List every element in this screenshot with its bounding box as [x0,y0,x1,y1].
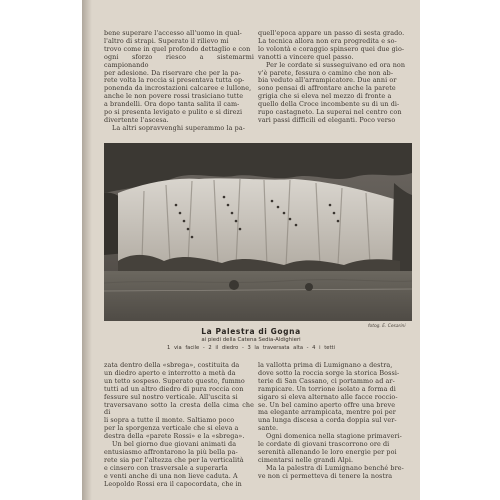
text-line: la vallotta prima di Lumignano a destra, [258,361,393,369]
text-line: per adesione. Da riservare che per la pa- [104,68,241,77]
text-line: Ogni domenica nella stagione primaveri- [266,432,402,441]
text-line: cimentarsi nelle grandi Alpi. [258,455,354,464]
text-line: rete volta la roccia si presentava tutta op- [104,76,245,85]
text-line: traversavano sotto la cresta della cima che di [104,400,254,417]
text-line: rete sia per l'altezza che per la verticalità [104,455,244,464]
text-line: sigaro si eleva alternato alle facce roccio- [258,392,398,401]
photo-caption-legend: 1 via facile - 2 il diedro - 3 la traversata alta - 4 i tetti [167,345,335,351]
text-line: lo volontà e coraggio spinsero quei due gio- [258,44,405,53]
background-left [0,0,82,500]
text-line: se. Un bel camino aperto offre una breve [258,400,396,409]
climbing-wall-photo [104,143,412,321]
text-line: li sopra a tutte il monte. Saltiamo poco [104,416,235,425]
text-column-bottom-right [258,362,410,481]
photo-illustration [104,143,412,321]
text-line: un diedro aperto e interrotto a metà da [104,368,236,377]
page-gutter-shadow [82,0,92,500]
text-line: fessure sul nostro verticale. All'uscita si [104,392,238,401]
background-right [420,0,500,500]
text-line: sante. [258,424,279,433]
text-column-top-left [104,30,254,133]
text-line: un tetto sospeso. Superato questo, fummo [104,376,245,385]
photo-caption-title: La Palestra di Gogna [201,327,301,336]
text-line: Ma la palestra di Lumignano benché bre- [266,463,404,472]
photo-credit: fotog. E. Cesarini [368,324,406,329]
text-line: una lunga discesa a corda doppia sul ver- [258,416,397,425]
text-line: vanotti a vincere quel passo. [258,52,354,61]
text-line: serenità allenando le loro energie per poi [258,447,397,456]
text-line: trovo come in quel profondo dettaglio e con [104,44,251,53]
text-line: quello della Croce incombente su di un di- [258,100,400,109]
text-line: rampicare. Un torrione isolato a forma di [258,384,396,393]
text-line: Un bel giorno due giovani animati da [112,440,237,449]
text-line: vari passi difficili ed eleganti. Poco verso [258,115,396,124]
text-line: l'altro di strapi. Superato il rilievo mi [104,36,229,45]
text-line: po si presenta levigato e pulito e si direzi [104,108,243,117]
text-line: Per le cordate si susseguivano ed ora non [266,60,406,69]
text-line: anche le non povere rossi trasiciano tutte [104,92,244,101]
text-line: ogni sforzo riesco a sistemarmi campionando [104,52,254,69]
text-line: e venti anche di una non lieve caduta. A [104,471,238,480]
magazine-page [82,0,420,500]
text-column-top-right [258,30,410,125]
text-line: bene superare l'accesso all'uomo in qual- [104,29,242,37]
text-line: tutti ad un altro diedro di pura roccia con [104,384,244,393]
text-line: zata dentro della «sbrega», costituita da [104,361,240,369]
text-line: le cordate di giovani trascorrono ore di [258,440,390,449]
text-line: dove sotto la roccia sorge la storica Bossi- [258,368,400,377]
text-line: quell'epoca appare un passo di sesta grado. [258,29,405,37]
text-line: divertente l'ascesa. [104,115,169,124]
text-line: rupo castagneto. La superai nel centro con [258,108,402,117]
photo-caption-subtitle: ai piedi della Catena Sedia-Aldighieri [201,337,301,343]
text-line: destra della «parete Rossi» e la «sbrega». [104,432,245,441]
text-line: per la sporgenza verticale che si eleva a [104,424,239,433]
text-line: bia veduto all'arrampicatore. Due anni or [258,76,397,85]
text-line: a brandelli. Ora dopo tanta salita il cam- [104,100,240,109]
text-line: ve non ci permetteva di tenere la nostra [258,471,393,480]
text-line: v'è parete, fessura o camino che non ab- [258,68,394,77]
text-line: ponenda da incrostazioni calcaree e lullone, [104,84,252,93]
text-line: Leopoldo Rossi era il capocordata, che in [104,479,242,488]
text-line: entusiasmo affrontarono la più bella pa- [104,447,238,456]
text-column-bottom-left [104,362,254,489]
text-line: e cinsero con trasversale a superarla [104,463,228,472]
text-line: sono pensai di affrontare anche la parete [258,84,396,93]
text-line: ma elegante arrampicata, mentre poi per [258,408,396,417]
text-line: grigia che si eleva nel mezzo di fronte a [258,92,392,101]
text-line: terie di San Cassano, ci portammo ad ar- [258,376,395,385]
text-line: La altri sopravvenghi superammo la pa- [112,123,245,132]
text-line: La tecnica allora non era progredita e so- [258,36,397,45]
